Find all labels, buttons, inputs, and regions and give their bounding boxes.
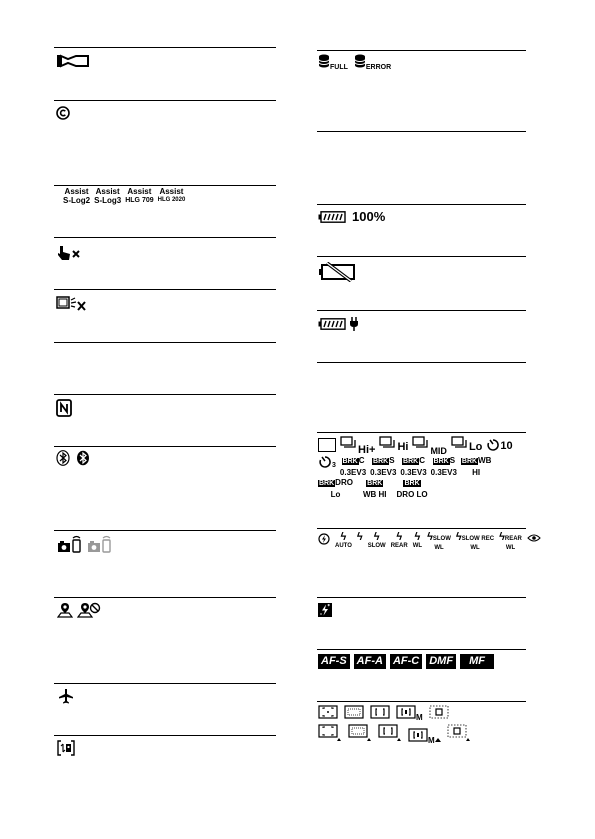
right-rule-8 <box>317 528 526 529</box>
red-eye-icon <box>527 533 541 543</box>
timer-wb-bracket-icon: BRK WB HI <box>362 480 387 499</box>
smartphone-disconnected-icon <box>87 535 113 553</box>
flash-auto-icon: ϟ AUTO <box>335 531 352 549</box>
wb-bracket-icon: BRKWB HI <box>461 456 492 477</box>
left-rule-1 <box>54 47 276 48</box>
battery-low-row <box>318 262 356 282</box>
battery-charging-icon <box>318 318 346 330</box>
battery-full-icon <box>318 211 346 223</box>
left-rule-10 <box>54 597 276 598</box>
picture-profile-icon <box>56 53 90 69</box>
bluetooth-connected-icon <box>56 450 70 466</box>
af-a-badge: AF-A <box>354 654 386 669</box>
focus-area-zone-icon <box>344 705 364 719</box>
focus-area-center-icon <box>370 705 390 719</box>
drive-mode-row-1 <box>318 436 513 456</box>
flash-comp-row <box>318 603 332 617</box>
af-s-badge: AF-S <box>318 654 350 669</box>
location-info-icon <box>57 602 73 618</box>
drive-mode-row-3 <box>318 477 428 499</box>
location-connect-row <box>57 535 113 553</box>
right-rule-9 <box>317 597 526 598</box>
battery-empty-icon <box>318 262 356 282</box>
left-rule-5 <box>54 289 276 290</box>
rear-sync-icon: ϟ REAR <box>390 531 408 549</box>
focus-area-expand-spot-icon <box>429 705 449 719</box>
right-rule-6 <box>317 362 526 363</box>
gamma-assist-row <box>63 187 185 205</box>
rear-wl-flash-icon: ϟREAR WL <box>499 531 522 551</box>
single-shooting-icon <box>318 438 336 452</box>
power-plug-icon <box>349 317 359 331</box>
media-full-icon <box>318 54 348 71</box>
nfc-icon <box>56 399 72 417</box>
self-timer-cont-icon: 3 <box>318 455 336 469</box>
tracking-wide-icon <box>318 724 342 742</box>
slow-rec-wl-flash-icon: ϟSLOW REC WL <box>455 531 495 551</box>
focus-area-spot-m-icon: M <box>396 705 423 719</box>
continuous-lo-icon: Lo <box>451 436 482 452</box>
battery-percent-row <box>318 209 385 224</box>
focus-area-row-1 <box>318 705 449 722</box>
bracket-s-icon: BRKS 0.3EV3 <box>370 456 397 477</box>
self-timer-10-icon: 10 <box>486 438 512 452</box>
right-rule-11 <box>317 701 526 702</box>
tracking-zone-icon <box>348 724 372 742</box>
tracking-spot-m-icon: M <box>408 728 441 742</box>
media-status-row <box>318 54 392 71</box>
tracking-expand-spot-icon <box>447 724 471 742</box>
left-rule-6 <box>54 342 276 343</box>
slow-wl-flash-icon: ϟSLOW WL <box>427 531 451 551</box>
location-info-row <box>57 602 101 618</box>
media-error-label: ERROR <box>365 64 392 71</box>
left-rule-12 <box>54 735 276 736</box>
shooting-info-icon <box>57 740 75 756</box>
dmf-badge: DMF <box>426 654 456 669</box>
shooting-info-row <box>57 740 75 756</box>
right-rule-10 <box>317 649 526 650</box>
continuous-hi-plus-icon: Hi+ <box>340 436 375 452</box>
copyright-row <box>56 106 70 120</box>
bracket-c-icon: BRKC 0.3EV3 <box>339 456 367 477</box>
right-rule-3 <box>317 204 526 205</box>
battery-percent-text: 100% <box>352 209 386 224</box>
right-rule-7 <box>317 432 526 433</box>
focus-area-row-2 <box>318 724 471 745</box>
left-rule-8 <box>54 446 276 447</box>
bluetooth-row <box>56 450 90 466</box>
left-rule-4 <box>54 237 276 238</box>
touch-off-row <box>57 245 85 261</box>
assist-slog3-label: Assist S-Log3 <box>94 187 122 205</box>
left-rule-7 <box>54 394 276 395</box>
right-rule-2 <box>317 131 526 132</box>
left-rule-3 <box>54 185 276 186</box>
timer-dro-bracket-icon: BRK DRO LO <box>396 480 428 499</box>
assist-hlg2020-label: Assist HLG 2020 <box>157 187 186 203</box>
media-error-icon <box>354 54 392 71</box>
touch-off-icon <box>57 245 85 261</box>
picture-profile-row <box>56 53 90 69</box>
flash-off-icon <box>318 533 330 545</box>
timer-bracket-c-icon: BRKC 0.3EV3 <box>400 456 427 477</box>
timer-bracket-s-icon: BRKS 0.3EV3 <box>430 456 457 477</box>
smartphone-connected-icon <box>57 535 83 553</box>
tracking-center-icon <box>378 724 402 742</box>
focus-mode-row <box>318 654 494 669</box>
left-rule-11 <box>54 683 276 684</box>
right-rule-1 <box>317 50 526 51</box>
remote-off-icon <box>56 295 90 313</box>
location-info-error-icon <box>77 602 101 618</box>
remote-off-row <box>56 295 90 313</box>
mf-badge: MF <box>460 654 494 669</box>
af-c-badge: AF-C <box>390 654 422 669</box>
nfc-row <box>56 399 72 417</box>
wireless-flash-icon: ϟ WL <box>412 531 423 549</box>
airplane-mode-row <box>58 688 74 704</box>
dro-bracket-icon: BRKDRO Lo <box>319 478 353 499</box>
continuous-hi-icon: Hi <box>379 436 408 452</box>
focus-area-wide-icon <box>318 705 338 719</box>
bluetooth-disconnected-icon <box>76 450 90 466</box>
right-rule-5 <box>317 310 526 311</box>
media-full-label: FULL <box>330 64 348 71</box>
usb-power-row <box>318 317 359 331</box>
slow-sync-icon: ϟ SLOW <box>367 531 386 549</box>
left-rule-2 <box>54 100 276 101</box>
assist-slog2-label: Assist S-Log2 <box>63 187 91 205</box>
right-rule-4 <box>317 256 526 257</box>
continuous-mid-icon: MID <box>412 436 447 452</box>
drive-mode-row-2 <box>318 455 491 477</box>
assist-hlg709-label: Assist HLG 709 <box>125 187 154 204</box>
fill-flash-icon: ϟ <box>356 531 363 543</box>
airplane-icon <box>58 688 74 704</box>
copyright-icon <box>56 106 70 120</box>
flash-mode-row <box>318 533 541 553</box>
flash-compensation-icon <box>318 603 332 617</box>
left-rule-9 <box>54 530 276 531</box>
